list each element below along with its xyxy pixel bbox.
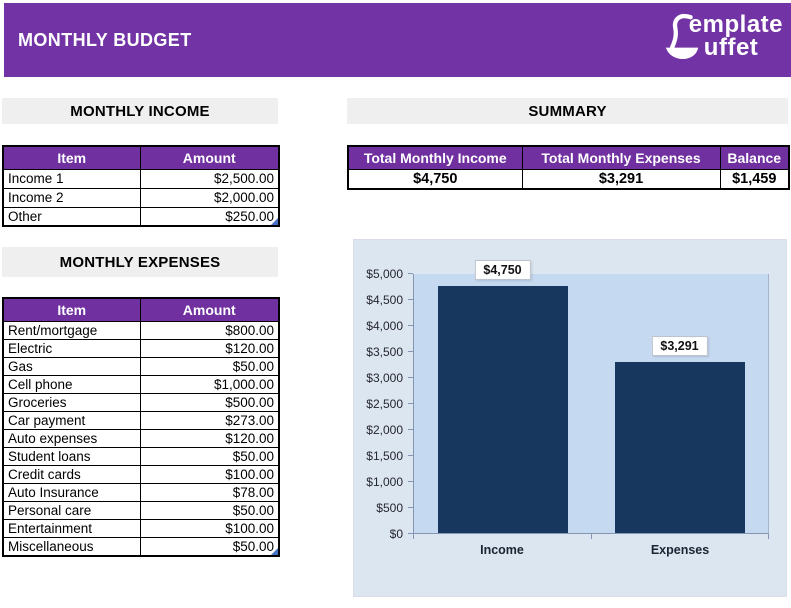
income-item-cell[interactable]: Income 2	[3, 188, 140, 207]
total-income-cell[interactable]: $4,750	[348, 169, 522, 189]
expense-amount-cell[interactable]: $800.00	[140, 321, 279, 339]
total-expenses-cell[interactable]: $3,291	[522, 169, 720, 189]
income-header-row	[3, 146, 279, 169]
monthly-expenses-section-title: MONTHLY EXPENSES	[2, 247, 278, 277]
expense-item-cell[interactable]: Auto Insurance	[3, 483, 140, 501]
header-banner	[4, 3, 791, 77]
summary-table	[347, 145, 790, 190]
expense-amount-cell[interactable]: $50.00	[140, 447, 279, 465]
y-axis-tick-label: $3,500	[366, 345, 403, 359]
bar-slot-expenses	[591, 274, 768, 533]
summary-col-header-expenses: Total Monthly Expenses	[522, 146, 720, 169]
expense-item-cell[interactable]: Auto expenses	[3, 429, 140, 447]
income-table	[2, 145, 280, 227]
table-row	[3, 339, 279, 357]
expenses-bar-value-label: $3,291	[651, 336, 707, 356]
table-row	[3, 429, 279, 447]
templatebuffet-logo	[664, 12, 783, 68]
logo-text-line1: emplate	[688, 11, 783, 38]
summary-section-title: SUMMARY	[347, 98, 788, 124]
table-row	[3, 411, 279, 429]
table-row	[3, 501, 279, 519]
income-bar	[438, 286, 568, 533]
summary-header-row	[348, 146, 789, 169]
expense-item-cell[interactable]: Rent/mortgage	[3, 321, 140, 339]
expenses-col-header-amount: Amount	[140, 298, 279, 321]
logo-text-line2: uffet	[703, 34, 759, 61]
expense-item-cell[interactable]: Car payment	[3, 411, 140, 429]
table-row	[3, 321, 279, 339]
income-amount-cell[interactable]: $2,000.00	[140, 188, 279, 207]
income-col-header-amount: Amount	[140, 146, 279, 169]
logo-wordmark	[688, 11, 783, 61]
income-col-header-item: Item	[3, 146, 140, 169]
income-item-cell[interactable]: Other	[3, 207, 140, 226]
x-axis-tick-mark	[413, 534, 414, 539]
table-row	[3, 375, 279, 393]
expense-item-cell[interactable]: Personal care	[3, 501, 140, 519]
y-axis	[354, 267, 413, 541]
expense-amount-cell[interactable]: $120.00	[140, 339, 279, 357]
y-axis-tick-label: $4,000	[366, 319, 403, 333]
y-axis-tick-label: $1,500	[366, 449, 403, 463]
table-resize-handle-icon[interactable]	[271, 218, 278, 225]
income-amount-value: $250.00	[225, 208, 274, 224]
balance-cell[interactable]: $1,459	[720, 169, 789, 189]
expense-item-cell[interactable]: Student loans	[3, 447, 140, 465]
x-axis-category-labels	[413, 543, 769, 559]
expense-item-cell[interactable]: Credit cards	[3, 465, 140, 483]
table-row	[3, 537, 279, 556]
expense-item-cell[interactable]: Electric	[3, 339, 140, 357]
summary-col-header-income: Total Monthly Income	[348, 146, 522, 169]
expenses-header-row	[3, 298, 279, 321]
income-vs-expenses-chart	[353, 239, 787, 597]
category-label-expenses: Expenses	[650, 543, 710, 557]
table-row	[3, 393, 279, 411]
y-axis-tick-label: $4,500	[366, 293, 403, 307]
x-axis-tick-mark	[591, 534, 592, 539]
expense-item-cell[interactable]: Cell phone	[3, 375, 140, 393]
table-row	[3, 357, 279, 375]
summary-col-header-balance: Balance	[720, 146, 789, 169]
expense-amount-cell[interactable]: $100.00	[140, 519, 279, 537]
y-axis-tick-label: $2,000	[366, 423, 403, 437]
table-row	[3, 519, 279, 537]
income-amount-cell[interactable]: $2,500.00	[140, 169, 279, 188]
expense-amount-cell[interactable]: $273.00	[140, 411, 279, 429]
table-row	[3, 169, 279, 188]
x-axis-tick-mark	[768, 534, 769, 539]
income-bar-value-label: $4,750	[474, 260, 530, 280]
y-axis-tick-label: $0	[389, 527, 403, 541]
expenses-table	[2, 297, 280, 557]
y-axis-tick-label: $2,500	[366, 397, 403, 411]
monthly-income-section-title: MONTHLY INCOME	[2, 98, 278, 124]
y-axis-tick-label: $1,000	[366, 475, 403, 489]
income-item-cell[interactable]: Income 1	[3, 169, 140, 188]
summary-value-row	[348, 169, 789, 189]
expense-amount-cell[interactable]: $100.00	[140, 465, 279, 483]
expense-amount-cell[interactable]: $120.00	[140, 429, 279, 447]
income-amount-cell[interactable]	[140, 207, 279, 226]
y-axis-tick-label: $5,000	[366, 267, 403, 281]
expense-item-cell[interactable]: Miscellaneous	[3, 537, 140, 556]
table-row	[3, 207, 279, 226]
table-row	[3, 447, 279, 465]
y-axis-tick-label: $3,000	[366, 371, 403, 385]
bar-slot-income	[414, 263, 591, 533]
expense-amount-cell[interactable]: $78.00	[140, 483, 279, 501]
expense-amount-cell[interactable]: $500.00	[140, 393, 279, 411]
expenses-col-header-item: Item	[3, 298, 140, 321]
expense-amount-cell[interactable]: $50.00	[140, 357, 279, 375]
table-row	[3, 188, 279, 207]
expenses-bar	[615, 362, 745, 533]
expense-amount-cell[interactable]	[140, 537, 279, 556]
table-row	[3, 465, 279, 483]
category-label-income: Income	[480, 543, 524, 557]
page-title: MONTHLY BUDGET	[18, 29, 192, 50]
table-resize-handle-icon[interactable]	[271, 548, 278, 555]
expense-item-cell[interactable]: Gas	[3, 357, 140, 375]
expense-amount-value: $50.00	[232, 538, 274, 554]
expense-amount-cell[interactable]: $1,000.00	[140, 375, 279, 393]
y-axis-tick-label: $500	[376, 501, 403, 515]
expense-item-cell[interactable]: Entertainment	[3, 519, 140, 537]
expense-amount-cell[interactable]: $50.00	[140, 501, 279, 519]
chart-plot-area	[413, 263, 769, 534]
expense-item-cell[interactable]: Groceries	[3, 393, 140, 411]
table-row	[3, 483, 279, 501]
